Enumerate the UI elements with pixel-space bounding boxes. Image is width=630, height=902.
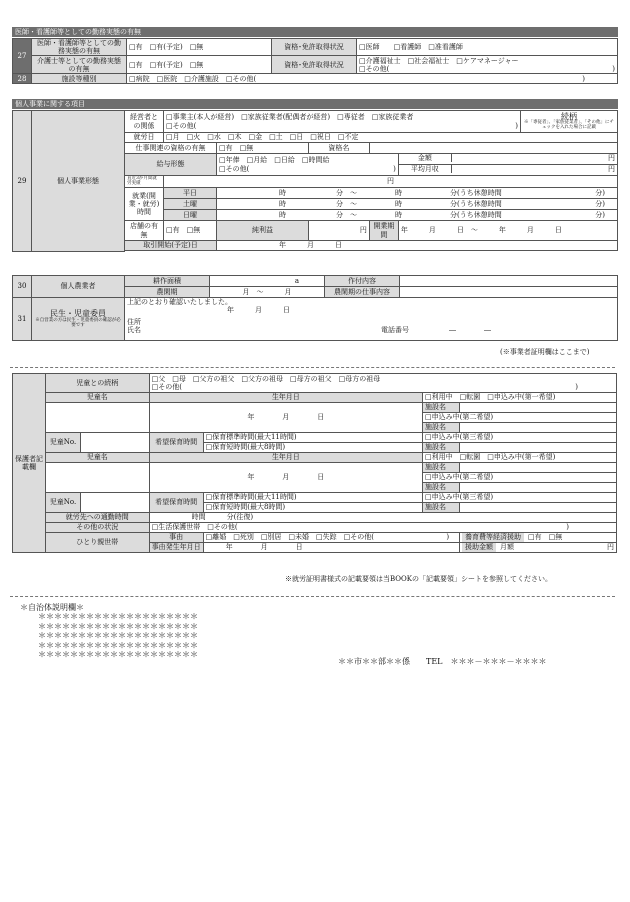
child2-status-options[interactable]: □利用中 □転園 □申込み中(第一希望) bbox=[423, 453, 617, 463]
child2-facility2-field[interactable] bbox=[460, 483, 617, 493]
trade-start-label: 取引開始(予定)日 bbox=[125, 241, 217, 251]
workday-options[interactable]: □月 □火 □水 □木 □金 □土 □日 □祝日 □不定 bbox=[164, 133, 618, 143]
other-status-label: その他の状況 bbox=[46, 523, 150, 533]
caregiver-work-options[interactable]: □有 □有(予定) □無 bbox=[127, 56, 272, 74]
pay-form-label: 給与形態 bbox=[125, 154, 217, 176]
address-label: 住所 bbox=[127, 318, 141, 327]
child2-facility3-label: 施設名 bbox=[423, 503, 460, 513]
guide-note: ※就労証明書様式の記載要領は当BOOKの「記載要領」シートを参照してください。 bbox=[285, 575, 552, 583]
off-season-work-field[interactable] bbox=[400, 287, 618, 298]
license-name-label: 資格名 bbox=[308, 143, 369, 154]
business-end-note: (※事業者証明欄はここまで) bbox=[500, 348, 590, 356]
off-season-field[interactable]: 月 ～ 月 bbox=[210, 287, 325, 298]
child2-number-label: 児童No. bbox=[46, 493, 81, 513]
support-options[interactable]: □有 □無 bbox=[528, 533, 563, 542]
city-contact: ＊＊市＊＊部＊＊係 TEL ＊＊＊－＊＊＊－＊＊＊＊ bbox=[338, 657, 547, 666]
recent-income-field[interactable]: 円 bbox=[164, 176, 618, 188]
farm-area-label: 耕作面積 bbox=[125, 276, 210, 287]
commute-field[interactable]: 時間 分(往復) bbox=[149, 513, 616, 523]
child2-second-choice[interactable]: □申込み中(第二希望) bbox=[423, 473, 617, 483]
farmer-table bbox=[12, 275, 618, 341]
phone-label: 電話番号 bbox=[381, 326, 409, 335]
zokugara-cell[interactable] bbox=[521, 111, 618, 133]
zokugara-note: ※「専従者」、「家族従業者」、「その他」にチェックを入れた場合に記載 bbox=[524, 120, 614, 131]
amount-label: 金額 bbox=[399, 154, 452, 162]
pay-options-line2[interactable]: □その他( ) bbox=[219, 164, 396, 173]
farm-area-field[interactable]: a bbox=[210, 276, 325, 287]
open-period-label: 開業期間 bbox=[369, 221, 398, 241]
child1-number-field[interactable] bbox=[81, 433, 150, 453]
name-row bbox=[127, 326, 615, 334]
child2-hope-standard[interactable]: □保育標準時間(最大11時間) bbox=[203, 493, 422, 503]
child1-name-field[interactable] bbox=[46, 403, 150, 433]
business-table bbox=[12, 110, 618, 252]
child1-facility1-label: 施設名 bbox=[423, 403, 460, 413]
caregiver-qualification-options[interactable] bbox=[357, 56, 618, 74]
profit-label: 純利益 bbox=[217, 221, 309, 241]
confirm-date[interactable]: 年 月 日 bbox=[227, 306, 290, 315]
child2-facility1-label: 施設名 bbox=[423, 463, 460, 473]
medical-table bbox=[12, 38, 618, 84]
child-relation-options[interactable] bbox=[149, 374, 616, 393]
child2-birthday-field[interactable]: 年 月 日 bbox=[149, 463, 422, 493]
caregiver-qualifications-line1[interactable]: □介護福祉士 □社会福祉士 □ケアマネージャー bbox=[359, 56, 519, 65]
trade-start-field[interactable]: 年 月 日 bbox=[217, 241, 618, 251]
divider-1 bbox=[10, 367, 615, 368]
event-date-field[interactable]: 年 月 日 bbox=[203, 543, 459, 553]
monthly-label: 月額 bbox=[500, 543, 515, 552]
support-label: 養育費等経済援助 bbox=[462, 533, 524, 541]
single-parent-label: ひとり親世帯 bbox=[46, 533, 150, 553]
child1-facility1-field[interactable] bbox=[460, 403, 617, 413]
off-season-label: 農閑期 bbox=[125, 287, 210, 298]
child1-birthday-label: 生年月日 bbox=[149, 393, 422, 403]
child-relation-label: 児童との続柄 bbox=[46, 374, 150, 393]
doctor-qualification-label: 資格･免許取得状況 bbox=[272, 39, 357, 56]
license-name-field[interactable] bbox=[369, 143, 617, 154]
child2-number-field[interactable] bbox=[81, 493, 150, 513]
relation-options-b[interactable]: □その他( ) bbox=[151, 383, 578, 391]
name-label: 氏名 bbox=[127, 326, 141, 335]
phone-field[interactable]: ― ― bbox=[449, 326, 491, 335]
child1-facility3-label: 施設名 bbox=[423, 443, 460, 453]
child1-status-options[interactable]: □利用中 □転園 □申込み中(第一希望) bbox=[423, 393, 617, 403]
child2-hope-short[interactable]: □保育短時間(最大8時間) bbox=[203, 503, 422, 513]
other-status-options[interactable]: □生活保護世帯 □その他( ) bbox=[149, 523, 616, 533]
child2-facility2-label: 施設名 bbox=[423, 483, 460, 493]
row-28-number: 28 bbox=[13, 74, 32, 84]
doctor-work-label: 医師・看護師等としての勤務実態の有無 bbox=[32, 39, 127, 56]
child2-facility3-field[interactable] bbox=[460, 503, 617, 513]
relation-options-a[interactable]: □父 □母 □父方の祖父 □父方の祖母 □母方の祖父 □母方の祖母 bbox=[151, 374, 381, 383]
doctor-work-options[interactable]: □有 □有(予定) □無 bbox=[127, 39, 272, 56]
row-29-number: 29 bbox=[13, 111, 32, 252]
child1-birthday-field[interactable]: 年 月 日 bbox=[149, 403, 422, 433]
reason-options[interactable]: □離婚 □死別 □別居 □未婚 □失踪 □その他( ) bbox=[203, 533, 459, 543]
welfare-commissioner-label: 民生・児童委員 bbox=[50, 309, 106, 319]
city-stars-1: ＊＊＊＊＊＊＊＊＊＊＊＊＊＊＊＊＊＊＊＊ bbox=[38, 612, 198, 621]
sunday-label: 日曜 bbox=[164, 210, 217, 221]
doctor-qualification-options[interactable]: □医師 □看護師 □准看護師 bbox=[357, 39, 618, 56]
profit-field[interactable]: 円 bbox=[308, 221, 369, 241]
facility-type-label: 施設等種別 bbox=[32, 74, 127, 84]
crop-label: 作付内容 bbox=[325, 276, 400, 287]
divider-2 bbox=[10, 596, 615, 597]
business-form-label: 個人事業形態 bbox=[32, 111, 125, 252]
support-amount-label: 援助金額 bbox=[462, 543, 496, 551]
store-label: 店舗の有無 bbox=[125, 221, 164, 241]
child2-hope-label: 希望保育時間 bbox=[149, 493, 203, 513]
facility-type-options[interactable]: □病院 □医院 □介護施設 □その他( ) bbox=[127, 74, 618, 84]
pay-form-options[interactable] bbox=[217, 154, 399, 176]
child2-name-field[interactable] bbox=[46, 463, 150, 493]
child1-number-label: 児童No. bbox=[46, 433, 81, 453]
off-season-work-label: 農閑期の仕事内容 bbox=[325, 287, 400, 298]
relation-label: 経営者との関係 bbox=[125, 111, 164, 133]
medical-section-header: 医師・看護師等としての勤務実態の有無 bbox=[12, 27, 618, 37]
child2-third-choice[interactable]: □申込み中(第三希望) bbox=[423, 493, 617, 503]
row-31-number: 31 bbox=[13, 298, 32, 341]
row-27-number: 27 bbox=[13, 39, 32, 74]
caregiver-work-label: 介護士等としての勤務実態の有無 bbox=[32, 56, 127, 74]
child1-facility3-field[interactable] bbox=[460, 443, 617, 453]
saturday-hours[interactable]: 時 分 ～ 時 分(うち休憩時間 分) bbox=[217, 199, 618, 210]
pay-options-line1[interactable]: □年俸 □月給 □日給 □時間給 bbox=[219, 156, 330, 165]
child1-hope-standard[interactable]: □保育標準時間(最大11時間) bbox=[203, 433, 422, 443]
weekday-hours[interactable]: 時 分 ～ 時 分(うち休憩時間 分) bbox=[217, 188, 618, 199]
reason-label: 事由 bbox=[149, 533, 203, 543]
guardian-table bbox=[12, 373, 617, 553]
recent-three-months-label: 直近3か月間就労実績 bbox=[125, 176, 164, 188]
relation-options[interactable] bbox=[164, 111, 521, 133]
caregiver-qualifications-line2[interactable]: □その他( ) bbox=[359, 64, 615, 73]
relation-options-line2[interactable]: □その他( ) bbox=[166, 121, 518, 130]
average-income-label: 平均月収 bbox=[399, 165, 452, 173]
saturday-label: 土曜 bbox=[164, 199, 217, 210]
child1-facility2-field[interactable] bbox=[460, 423, 617, 433]
license-label: 仕事関連の資格の有無 bbox=[125, 143, 217, 154]
child1-facility2-label: 施設名 bbox=[423, 423, 460, 433]
welfare-commissioner-cell bbox=[32, 298, 125, 341]
child1-second-choice[interactable]: □申込み中(第二希望) bbox=[423, 413, 617, 423]
weekday-label: 平日 bbox=[164, 188, 217, 199]
welfare-commissioner-note: ※自営業の方は民生・児童委員の確認が必要です bbox=[35, 317, 121, 328]
crop-field[interactable] bbox=[400, 276, 618, 287]
support-yen: 円 bbox=[607, 543, 614, 552]
child1-hope-label: 希望保育時間 bbox=[149, 433, 203, 453]
city-stars-5: ＊＊＊＊＊＊＊＊＊＊＊＊＊＊＊＊＊＊＊＊ bbox=[38, 650, 198, 659]
support-cell[interactable] bbox=[460, 533, 617, 543]
city-explanation-title: ＊自治体説明欄＊ bbox=[20, 603, 84, 612]
child2-birthday-label: 生年月日 bbox=[149, 453, 422, 463]
amount-yen: 円 bbox=[608, 154, 615, 162]
child1-third-choice[interactable]: □申込み中(第三希望) bbox=[423, 433, 617, 443]
city-explanation-body bbox=[38, 612, 198, 660]
support-amount-cell[interactable] bbox=[460, 543, 617, 553]
guardian-section-label: 保護者記載欄 bbox=[13, 374, 46, 553]
average-yen: 円 bbox=[608, 165, 615, 173]
city-stars-3: ＊＊＊＊＊＊＊＊＊＊＊＊＊＊＊＊＊＊＊＊ bbox=[38, 631, 198, 640]
confirm-text: 上記のとおり確認いたしました。 bbox=[127, 298, 232, 306]
caregiver-qualification-label: 資格･免許取得状況 bbox=[272, 56, 357, 74]
work-hours-label: 就業(開業・就労)時間 bbox=[125, 188, 164, 221]
child2-facility1-field[interactable] bbox=[460, 463, 617, 473]
commute-label: 就労先への通勤時間 bbox=[46, 513, 150, 523]
sunday-hours[interactable]: 時 分 ～ 時 分(うち休憩時間 分) bbox=[217, 210, 618, 221]
city-stars-4: ＊＊＊＊＊＊＊＊＊＊＊＊＊＊＊＊＊＊＊＊ bbox=[38, 640, 198, 650]
business-section-header: 個人事業に関する項目 bbox=[12, 99, 618, 109]
store-options[interactable]: □有 □無 bbox=[164, 221, 217, 241]
license-options[interactable]: □有 □無 bbox=[217, 143, 309, 154]
child1-name-label: 児童名 bbox=[46, 393, 150, 403]
workday-label: 就労日 bbox=[125, 133, 164, 143]
child1-hope-short[interactable]: □保育短時間(最大8時間) bbox=[203, 443, 422, 453]
city-stars-2: ＊＊＊＊＊＊＊＊＊＊＊＊＊＊＊＊＊＊＊＊ bbox=[38, 621, 198, 631]
child2-name-label: 児童名 bbox=[46, 453, 150, 463]
event-date-label: 事由発生年月日 bbox=[149, 543, 203, 553]
zokugara-label: 続柄 bbox=[561, 111, 577, 121]
welfare-confirm-cell[interactable] bbox=[125, 298, 618, 341]
farmer-label: 個人農業者 bbox=[32, 276, 125, 298]
row-30-number: 30 bbox=[13, 276, 32, 298]
pay-amount-cell[interactable] bbox=[398, 154, 617, 176]
open-period-field[interactable]: 年 月 日 ～ 年 月 日 bbox=[398, 221, 617, 241]
relation-options-line1[interactable]: □事業主(本人が経営) □家族従業者(配偶者が経営) □専従者 □家族従業者 bbox=[166, 113, 414, 122]
